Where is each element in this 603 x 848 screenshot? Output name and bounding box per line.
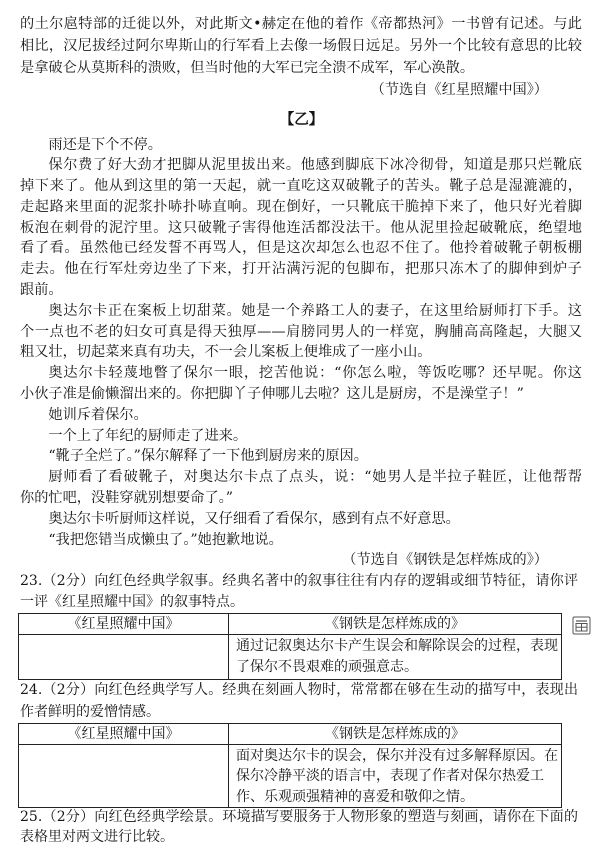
cell-text-line: 了保尔不畏艰难的顽强意志。 [236, 659, 418, 675]
table-header-cell: 《钢铁是怎样炼成的》 [325, 726, 465, 742]
question-text-line: 作者鲜明的爱憎情感。 [20, 703, 160, 720]
passage-line: 相比，汉尼拔经过阿尔卑斯山的行军看上去像一场假日远足。另外一个比较有意思的比较 [20, 38, 582, 54]
table-icon[interactable] [572, 616, 591, 635]
paragraph-line: 雨还是下个不停。 [48, 136, 162, 153]
paragraph-line: 个一点也不老的妇女可真是得天独厚——肩膀同男人的一样宽，胸脯高高隆起，大腿又 [20, 323, 582, 340]
question-text-line: 一评《红星照耀中国》的叙事特点。 [20, 594, 244, 610]
table-header-row [19, 724, 561, 745]
section-heading: 【乙】 [279, 111, 324, 128]
question-text-line: 表格里对两文进行比较。 [20, 828, 174, 845]
paragraph-line: 一个上了年纪的厨师走了进来。 [48, 427, 248, 444]
table-header-row [19, 614, 561, 635]
table-header-cell: 《红星照耀中国》 [19, 614, 229, 634]
table-header-cell: 《钢铁是怎样炼成的》 [325, 616, 465, 632]
paragraph-line: 厨师看了看破靴子，对奥达尔卡点了点头，说：“她男人是半拉子鞋匠，让他帮帮 [48, 469, 582, 486]
answer-table-23 [18, 613, 562, 680]
paragraph-line: 奥达尔卡听厨师这样说，又仔细看了看保尔，感到有点不好意思。 [48, 510, 460, 527]
question-23 [20, 571, 578, 613]
table-body-row [19, 635, 561, 679]
source-citation: （节选自《钢铁是怎样炼成的》） [342, 552, 548, 569]
passage-jia-excerpt [20, 13, 582, 101]
question-text-line: 23.（2分）向红色经典学叙事。经典名著中的叙事往往有内存的逻辑或细节特征，请你评 [20, 573, 578, 589]
cell-text-line: 作、乐观顽强精神的喜爱和敬仰之情。 [236, 788, 474, 805]
paragraph-line: 粗又壮，切起菜来真有功夫，不一会儿案板上便堆成了一座小山。 [20, 344, 432, 361]
answer-table-24 [18, 723, 562, 808]
answer-cell-blank [19, 745, 229, 807]
paragraph-line: “我把您错当成懒虫了。”她抱歉地说。 [48, 531, 283, 548]
paragraph-line: 保尔费了好大劲才把脚从泥里拔出来。他感到脚底下冰冷彻骨，知道是那只烂靴底 [48, 157, 582, 174]
table-header-cell: 《红星照耀中国》 [19, 724, 229, 744]
reference-answer-cell [229, 745, 561, 807]
paragraph-line: 板泡在刺骨的泥泞里。这只破靴子害得他连活都没法干。他从泥里捡起破靴底，绝望地 [20, 219, 582, 236]
paragraph-line: 她训斥着保尔。 [48, 406, 148, 423]
question-text-line: 25.（2分）向红色经典学绘景。环境描写要服务于人物形象的塑造与刻画，请你在下面的 [20, 809, 578, 825]
source-citation: （节选自《红星照耀中国》） [370, 82, 548, 98]
reference-answer-cell [229, 635, 561, 679]
question-text-line: 24.（2分）向红色经典学写人。经典在刻画人物时，常常都在够在生动的描写中，表现出 [20, 682, 578, 698]
paragraph-line: 你的忙吧，没鞋穿就别想要命了。” [20, 490, 233, 507]
cell-text-line: 保尔冷静平淡的语言中，表现了作者对保尔热爱工 [236, 768, 544, 785]
passage-yi [20, 135, 582, 572]
paragraph-line: 跟前。 [20, 282, 63, 299]
paragraph-line: 掉下来了。他从到这里的第一天起，就一直吃这双破靴子的苦头。靴子总是湿漉漉的， [20, 178, 582, 195]
paragraph-line: 看了看。虽然他已经发誓不再骂人，但是这次却怎么也忍不住了。他拎着破靴子朝板棚 [20, 240, 582, 257]
passage-line: 是拿破仑从莫斯科的溃败，但当时他的大军已完全溃不成军，军心涣散。 [20, 60, 475, 76]
passage-line: 的土尔扈特部的迁徙以外，对此斯文•赫定在他的着作《帝都热河》一书曾有记述。与此 [20, 16, 582, 32]
cell-text-line: 面对奥达尔卡的误会，保尔并没有过多解释原因。在 [236, 748, 558, 764]
paragraph-line: 奥达尔卡轻蔑地瞥了保尔一眼，挖苦他说：“你怎么啦，等饭吃哪？还早呢。你这 [48, 365, 582, 382]
answer-cell-blank [19, 635, 229, 679]
cell-text-line: 通过记叙奥达尔卡产生误会和解除误会的过程，表现 [236, 638, 558, 654]
question-24 [20, 680, 578, 723]
paragraph-line: 小伙子准是偷懒溜出来的。你把脚丫子伸哪儿去啦？这儿是厨房，不是澡堂子！” [20, 386, 524, 403]
paragraph-line: “靴子全烂了。”保尔解释了一下他到厨房来的原因。 [48, 448, 368, 465]
table-body-row [19, 745, 561, 807]
paragraph-line: 走去。他在行军灶旁边坐了下来，打开沾满污泥的包脚布，把那只冻木了的脚伸到炉子 [20, 261, 582, 278]
question-25 [20, 808, 578, 847]
paragraph-line: 走起路来里面的泥浆扑哧扑哧直响。现在倒好，一只靴底干脆掉下来了，他只好光着脚 [20, 198, 582, 215]
paragraph-line: 奥达尔卡正在案板上切甜菜。她是一个养路工人的妻子，在这里给厨师打下手。这 [48, 302, 582, 319]
